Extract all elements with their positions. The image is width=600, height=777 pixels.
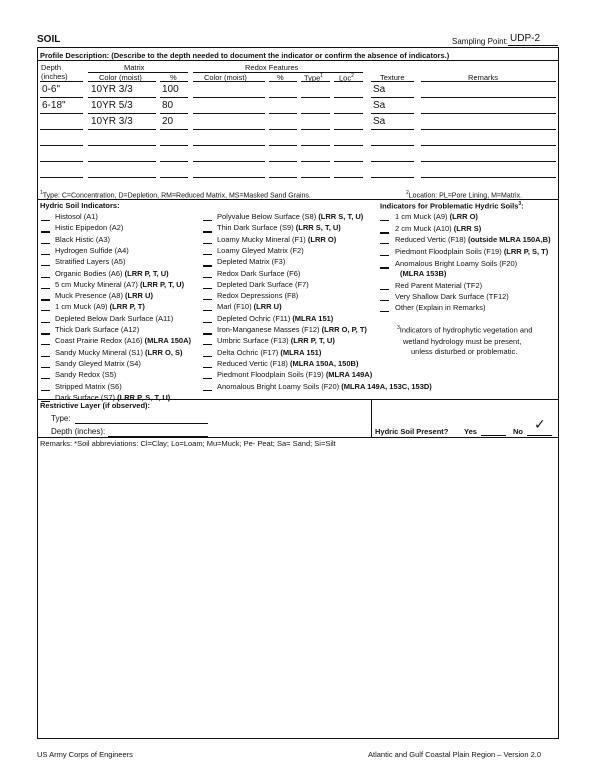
indicator-label — [217, 212, 363, 221]
row-underline — [421, 177, 556, 178]
indicator-label — [395, 247, 548, 256]
indicator-text: Histosol (A1) — [55, 212, 98, 221]
indicator-text: Depleted Ochric (F11) — [217, 313, 293, 323]
indicator-text: Red Parent Material (TF2) — [395, 281, 483, 290]
indicator-checkbox[interactable] — [203, 299, 212, 300]
row-underline — [269, 129, 297, 130]
col-underline — [301, 81, 330, 82]
indicator-checkbox[interactable] — [41, 277, 50, 278]
row-underline — [301, 113, 330, 114]
indicator-checkbox[interactable] — [41, 344, 50, 345]
indicator-text: Very Shallow Dark Surface (TF12) — [395, 292, 509, 301]
row-depth[interactable]: 6-18" — [42, 100, 66, 111]
restrictive-type-field[interactable] — [75, 423, 208, 424]
indicator-label — [55, 302, 145, 311]
indicator-text: Muck Presence (A8) — [55, 291, 126, 301]
problematic-title-sup: 3 — [518, 201, 522, 207]
indicator-label — [55, 325, 139, 334]
profile-description: Profile Description: (Describe to the depth needed to document the indicator or confirm the absence of indicators.) — [40, 51, 450, 60]
indicator-checkbox[interactable] — [203, 265, 212, 267]
indicator-label — [217, 291, 298, 300]
indicator-checkbox[interactable] — [41, 299, 50, 301]
row-underline — [88, 145, 156, 146]
indicator-text: Loamy Mucky Mineral (F1) — [217, 234, 308, 244]
row-underline — [193, 161, 265, 162]
row-underline — [40, 113, 83, 114]
row-underline — [269, 161, 297, 162]
indicator-checkbox[interactable] — [380, 300, 389, 301]
indicator-label — [55, 212, 98, 221]
indicator-text: Depleted Dark Surface (F7) — [217, 279, 309, 289]
indicator-checkbox[interactable] — [41, 288, 50, 289]
row-underline — [371, 113, 414, 114]
indicator-region: (LRR S) — [453, 224, 482, 233]
problematic-title-text: Indicators for Problematic Hydric Soils — [380, 201, 519, 211]
indicator-label — [217, 370, 372, 379]
indicator-label — [395, 292, 509, 301]
indicator-note-line3: unless disturbed or problematic. — [411, 347, 518, 356]
indicator-label — [55, 235, 110, 244]
row-underline — [40, 177, 83, 178]
footnote-type — [40, 190, 311, 199]
row-underline — [269, 177, 297, 178]
hydric-present-label: Hydric Soil Present? — [375, 427, 449, 436]
indicator-text: Organic Bodies (A6) — [55, 268, 125, 278]
indicator-label — [55, 336, 191, 345]
indicator-text: Histic Epipedon (A2) — [55, 223, 124, 233]
row-matrix-percent[interactable]: 100 — [162, 84, 179, 95]
indicator-label — [217, 302, 282, 311]
restrictive-depth-label: Depth (inches): — [51, 427, 106, 436]
indicator-checkbox[interactable] — [380, 289, 389, 290]
indicator-text: 5 cm Mucky Mineral (A7) — [55, 279, 141, 289]
indicator-region: (LRR O) — [449, 212, 478, 221]
indicator-text: Black Histic (A3) — [55, 234, 111, 244]
indicator-checkbox[interactable] — [41, 322, 50, 323]
indicator-checkbox[interactable] — [203, 243, 212, 244]
indicator-text: 1 cm Muck (A9) — [395, 212, 450, 221]
restrictive-layer-title: Restrictive Layer (if observed): — [40, 401, 151, 410]
indicator-label — [395, 281, 482, 290]
indicator-checkbox[interactable] — [41, 378, 50, 379]
texture-header: Texture — [380, 73, 405, 82]
loc-header-text: Loc — [339, 73, 352, 83]
divider — [371, 399, 372, 437]
row-underline — [371, 145, 414, 146]
indicator-text: Umbric Surface (F13) — [217, 336, 291, 346]
indicator-text: Depleted Below Dark Surface (A11) — [55, 313, 174, 323]
indicator-text: 2 cm Muck (A10) — [395, 224, 454, 233]
indicator-text: Sandy Mucky Mineral (S1) — [55, 347, 146, 357]
indicator-text: Depleted Matrix (F3) — [217, 257, 286, 267]
footnote-location-text: Location: PL=Pore Lining, M=Matrix. — [408, 192, 523, 200]
row-underline — [193, 145, 265, 146]
indicator-text: Stripped Matrix (S6) — [55, 381, 122, 391]
indicator-note-line1-text: Indicators of hydrophytic vegetation and — [399, 325, 533, 335]
col-underline — [371, 81, 414, 82]
indicator-region: (LRR O, S) — [145, 347, 183, 357]
indicator-text: Iron-Manganese Masses (F12) — [217, 325, 322, 334]
indicator-label — [55, 382, 122, 391]
row-underline — [160, 177, 188, 178]
row-underline — [301, 97, 330, 98]
divider — [37, 199, 559, 200]
indicator-region: (LRR U) — [125, 291, 153, 301]
row-underline — [160, 97, 188, 98]
row-underline — [421, 97, 556, 98]
indicator-checkbox[interactable] — [203, 322, 212, 323]
indicator-region: (LRR S, T, U) — [318, 212, 364, 221]
indicator-checkbox[interactable] — [41, 367, 50, 368]
row-underline — [301, 161, 330, 162]
problematic-title — [380, 201, 524, 211]
row-matrix-color[interactable]: 10YR 5/3 — [91, 100, 133, 111]
row-underline — [421, 161, 556, 162]
indicator-label — [395, 224, 481, 233]
indicator-text: Anomalous Bright Loamy Soils (F20) — [217, 381, 342, 391]
row-underline — [160, 161, 188, 162]
row-depth[interactable]: 0-6" — [42, 84, 61, 95]
sampling-point-label: Sampling Point: — [452, 37, 509, 46]
indicator-region: (LRR P, T, U) — [140, 279, 185, 289]
form-title: SOIL — [37, 34, 61, 45]
indicator-checkbox[interactable] — [203, 288, 212, 289]
indicator-checkbox[interactable] — [41, 265, 50, 266]
row-underline — [334, 97, 363, 98]
footer-left: US Army Corps of Engineers — [37, 750, 133, 759]
row-underline — [301, 145, 330, 146]
row-underline — [371, 177, 414, 178]
indicator-text: Sandy Gleyed Matrix (S4) — [55, 358, 141, 368]
col-underline — [421, 81, 556, 82]
mlra-153b: (MLRA 153B) — [400, 269, 447, 278]
row-underline — [371, 129, 414, 130]
indicator-checkbox[interactable] — [380, 267, 389, 269]
row-underline — [160, 145, 188, 146]
sampling-point-underline — [508, 45, 558, 46]
indicator-region: (MLRA 150A) — [144, 336, 192, 346]
row-underline — [88, 161, 156, 162]
indicator-label — [395, 259, 517, 268]
row-texture[interactable]: Sa — [373, 100, 386, 111]
indicator-label — [55, 359, 141, 368]
restrictive-type-label: Type: — [51, 414, 71, 423]
indicator-checkbox[interactable] — [41, 254, 50, 255]
indicator-region: (LRR U) — [253, 302, 282, 312]
indicator-text: Hydrogen Sulfide (A4) — [55, 245, 129, 255]
row-texture[interactable]: Sa — [373, 116, 386, 127]
hydric-present-yes-field[interactable] — [481, 435, 506, 436]
col-underline — [334, 81, 363, 82]
indicator-checkbox[interactable] — [203, 367, 212, 368]
indicator-label — [55, 291, 153, 300]
row-underline — [371, 97, 414, 98]
row-underline — [193, 113, 265, 114]
footer-right: Atlantic and Gulf Coastal Plain Region – Version 2.0 — [368, 750, 542, 759]
row-matrix-percent[interactable]: 80 — [162, 100, 174, 111]
indicator-region: (MLRA 149A, 153C, 153D) — [341, 381, 432, 391]
indicator-label — [55, 269, 169, 278]
indicator-text: Piedmont Floodplain Soils (F19) — [395, 247, 504, 256]
indicator-checkbox[interactable] — [203, 231, 212, 233]
row-underline — [40, 97, 83, 98]
indicator-region: (MLRA 149A) — [325, 370, 373, 380]
row-underline — [334, 161, 363, 162]
indicator-text: Sandy Redox (S5) — [55, 370, 117, 380]
indicator-checkbox[interactable] — [203, 310, 212, 311]
row-matrix-color[interactable]: 10YR 3/3 — [91, 116, 133, 127]
col-underline — [88, 81, 156, 82]
col-underline — [269, 81, 297, 82]
hydric-present-no-label: No — [513, 427, 523, 436]
row-underline — [193, 177, 265, 178]
indicator-region: (LRR P, S, T) — [503, 247, 549, 256]
row-underline — [193, 129, 265, 130]
indicator-region: (LRR S, T, U) — [295, 223, 341, 233]
hydric-present-no-field[interactable] — [527, 435, 552, 436]
indicator-text: Polyvalue Below Surface (S8) — [217, 212, 319, 221]
indicator-checkbox[interactable] — [41, 356, 50, 357]
col-underline — [40, 81, 83, 82]
indicator-checkbox[interactable] — [41, 390, 50, 391]
indicator-label — [55, 280, 184, 289]
indicator-checkbox[interactable] — [203, 378, 212, 379]
indicator-checkbox[interactable] — [41, 231, 50, 233]
indicator-label — [217, 269, 300, 278]
indicator-checkbox[interactable] — [41, 310, 50, 311]
hydric-present-yes-label: Yes — [464, 427, 477, 436]
row-underline — [193, 97, 265, 98]
remarks-text[interactable]: Remarks: *Soil abbreviations: Cl=Clay; Lo=Loam; Mu=Muck; Pe- Peat; Sa= Sand; Si=Silt — [40, 439, 336, 448]
sampling-point-value[interactable]: UDP-2 — [510, 33, 541, 44]
indicator-text: Other (Explain in Remarks) — [395, 303, 486, 312]
divider — [37, 60, 559, 61]
indicator-region: (LRR O) — [307, 234, 337, 244]
row-matrix-percent[interactable]: 20 — [162, 116, 174, 127]
row-underline — [88, 177, 156, 178]
row-matrix-color[interactable]: 10YR 3/3 — [91, 84, 133, 95]
row-underline — [160, 113, 188, 114]
indicator-checkbox[interactable] — [203, 356, 212, 357]
row-underline — [301, 129, 330, 130]
indicator-label — [217, 359, 358, 368]
indicator-label — [217, 280, 309, 289]
matrix-header: Matrix — [124, 63, 145, 72]
divider — [37, 437, 559, 438]
indicator-label — [55, 257, 125, 266]
indicator-checkbox[interactable] — [203, 277, 212, 278]
indicator-text: Redox Dark Surface (F6) — [217, 268, 301, 278]
indicator-text: Reduced Vertic (F18) — [395, 235, 468, 244]
indicator-text: Delta Ochric (F17) — [217, 347, 281, 357]
row-underline — [160, 129, 188, 130]
depth-header: Depth — [41, 63, 62, 72]
indicator-label — [217, 336, 335, 345]
indicator-text: Dark Surface (S7) — [55, 392, 118, 402]
indicator-note-line2: wetland hydrology must be present, — [403, 337, 522, 346]
indicator-region: (LRR O, P, T) — [321, 325, 367, 334]
row-underline — [40, 129, 83, 130]
row-underline — [269, 145, 297, 146]
indicator-checkbox[interactable] — [203, 390, 212, 391]
indicator-text: Loamy Gleyed Matrix (F2) — [217, 245, 304, 255]
indicator-region: (MLRA 151) — [280, 347, 322, 357]
indicator-note-sup: 3 — [397, 325, 400, 331]
indicator-label — [217, 348, 321, 357]
indicator-checkbox[interactable] — [41, 220, 50, 221]
indicator-checkbox[interactable] — [203, 333, 212, 335]
indicator-region: (outside MLRA 150A,B) — [467, 235, 551, 244]
type-header-sup: 1 — [320, 73, 324, 79]
indicator-checkbox[interactable] — [380, 232, 389, 234]
indicator-text: Reduced Vertic (F18) — [217, 358, 290, 368]
row-underline — [88, 113, 156, 114]
depth-unit-header: (inches) — [41, 72, 68, 81]
hydric-present-no-checkmark: ✓ — [534, 417, 546, 433]
indicator-text: Anomalous Bright Loamy Soils (F20) — [395, 259, 518, 268]
indicator-label — [55, 246, 129, 255]
indicator-label — [395, 235, 551, 244]
indicator-checkbox[interactable] — [380, 255, 389, 256]
redox-header: Redox Features — [245, 63, 299, 72]
row-underline — [269, 113, 297, 114]
indicator-label — [217, 246, 304, 255]
indicator-text: Stratified Layers (A5) — [55, 257, 126, 267]
row-underline — [334, 129, 363, 130]
indicator-label — [217, 223, 341, 232]
indicator-text: Coast Prairie Redox (A16) — [55, 336, 145, 346]
indicator-checkbox[interactable] — [203, 254, 212, 255]
row-underline — [421, 145, 556, 146]
footnote-location — [406, 190, 522, 199]
indicator-note-line1 — [397, 325, 532, 335]
indicator-text: 1 cm Muck (A9) — [55, 302, 110, 312]
remarks-header: Remarks — [468, 73, 499, 82]
indicator-text: Thin Dark Surface (S9) — [217, 223, 296, 233]
footnote-type-text: Type: C=Concentration, D=Depletion, RM=Reduced Matrix, MS=Masked Sand Grains. — [42, 192, 311, 200]
footnote-type-sup: 1 — [40, 190, 43, 196]
row-underline — [371, 161, 414, 162]
divider — [37, 399, 559, 400]
indicator-checkbox[interactable] — [380, 220, 389, 221]
indicator-label — [217, 382, 432, 391]
indicator-label — [55, 370, 116, 379]
loc-header-sup: 2 — [351, 73, 354, 79]
indicator-region: (LRR P, S, T, U) — [117, 392, 171, 402]
indicator-region: (LRR P, T, U) — [290, 336, 335, 346]
matrix-percent-header: % — [170, 73, 177, 82]
indicator-region: (LRR P, T, U) — [124, 268, 169, 278]
indicator-label — [217, 257, 285, 266]
indicator-checkbox[interactable] — [203, 220, 212, 221]
row-underline — [421, 129, 556, 130]
footnote-location-sup: 2 — [406, 190, 409, 196]
indicator-text: Marl (F10) — [217, 302, 254, 312]
problematic-title-suffix: : — [521, 201, 524, 211]
row-underline — [88, 97, 156, 98]
indicator-label — [55, 348, 183, 357]
indicator-region: (LRR P, T) — [109, 302, 145, 312]
indicator-label — [217, 235, 336, 244]
col-underline — [193, 81, 265, 82]
indicator-text: Redox Depressions (F8) — [217, 291, 299, 301]
indicator-label — [55, 314, 173, 323]
type-header-text: Type — [304, 73, 321, 83]
row-underline — [334, 145, 363, 146]
row-underline — [88, 129, 156, 130]
indicator-text: Thick Dark Surface (A12) — [55, 325, 140, 334]
row-underline — [334, 177, 363, 178]
indicator-checkbox[interactable] — [380, 311, 389, 312]
indicator-label — [395, 212, 478, 221]
indicator-checkbox[interactable] — [380, 243, 389, 244]
row-underline — [40, 145, 83, 146]
row-underline — [421, 113, 556, 114]
redox-percent-header: % — [277, 73, 284, 82]
col-underline — [160, 81, 188, 82]
indicator-label — [217, 314, 333, 323]
indicator-checkbox[interactable] — [41, 333, 50, 335]
matrix-color-header: Color (moist) — [99, 73, 142, 82]
indicator-region: (MLRA 150A, 150B) — [289, 358, 359, 368]
indicator-label — [217, 325, 367, 334]
row-underline — [334, 113, 363, 114]
row-texture[interactable]: Sa — [373, 84, 386, 95]
row-underline — [40, 161, 83, 162]
indicator-checkbox[interactable] — [203, 344, 212, 345]
indicator-text: Piedmont Floodplain Soils (F19) — [217, 370, 326, 380]
indicator-checkbox[interactable] — [41, 243, 50, 244]
indicator-label — [395, 303, 485, 312]
hydric-indicators-title: Hydric Soil Indicators: — [40, 201, 120, 210]
indicator-label — [55, 223, 123, 232]
row-underline — [301, 177, 330, 178]
redox-color-header: Color (moist) — [204, 73, 247, 82]
row-underline — [269, 97, 297, 98]
indicator-region: (MLRA 151) — [292, 313, 334, 323]
